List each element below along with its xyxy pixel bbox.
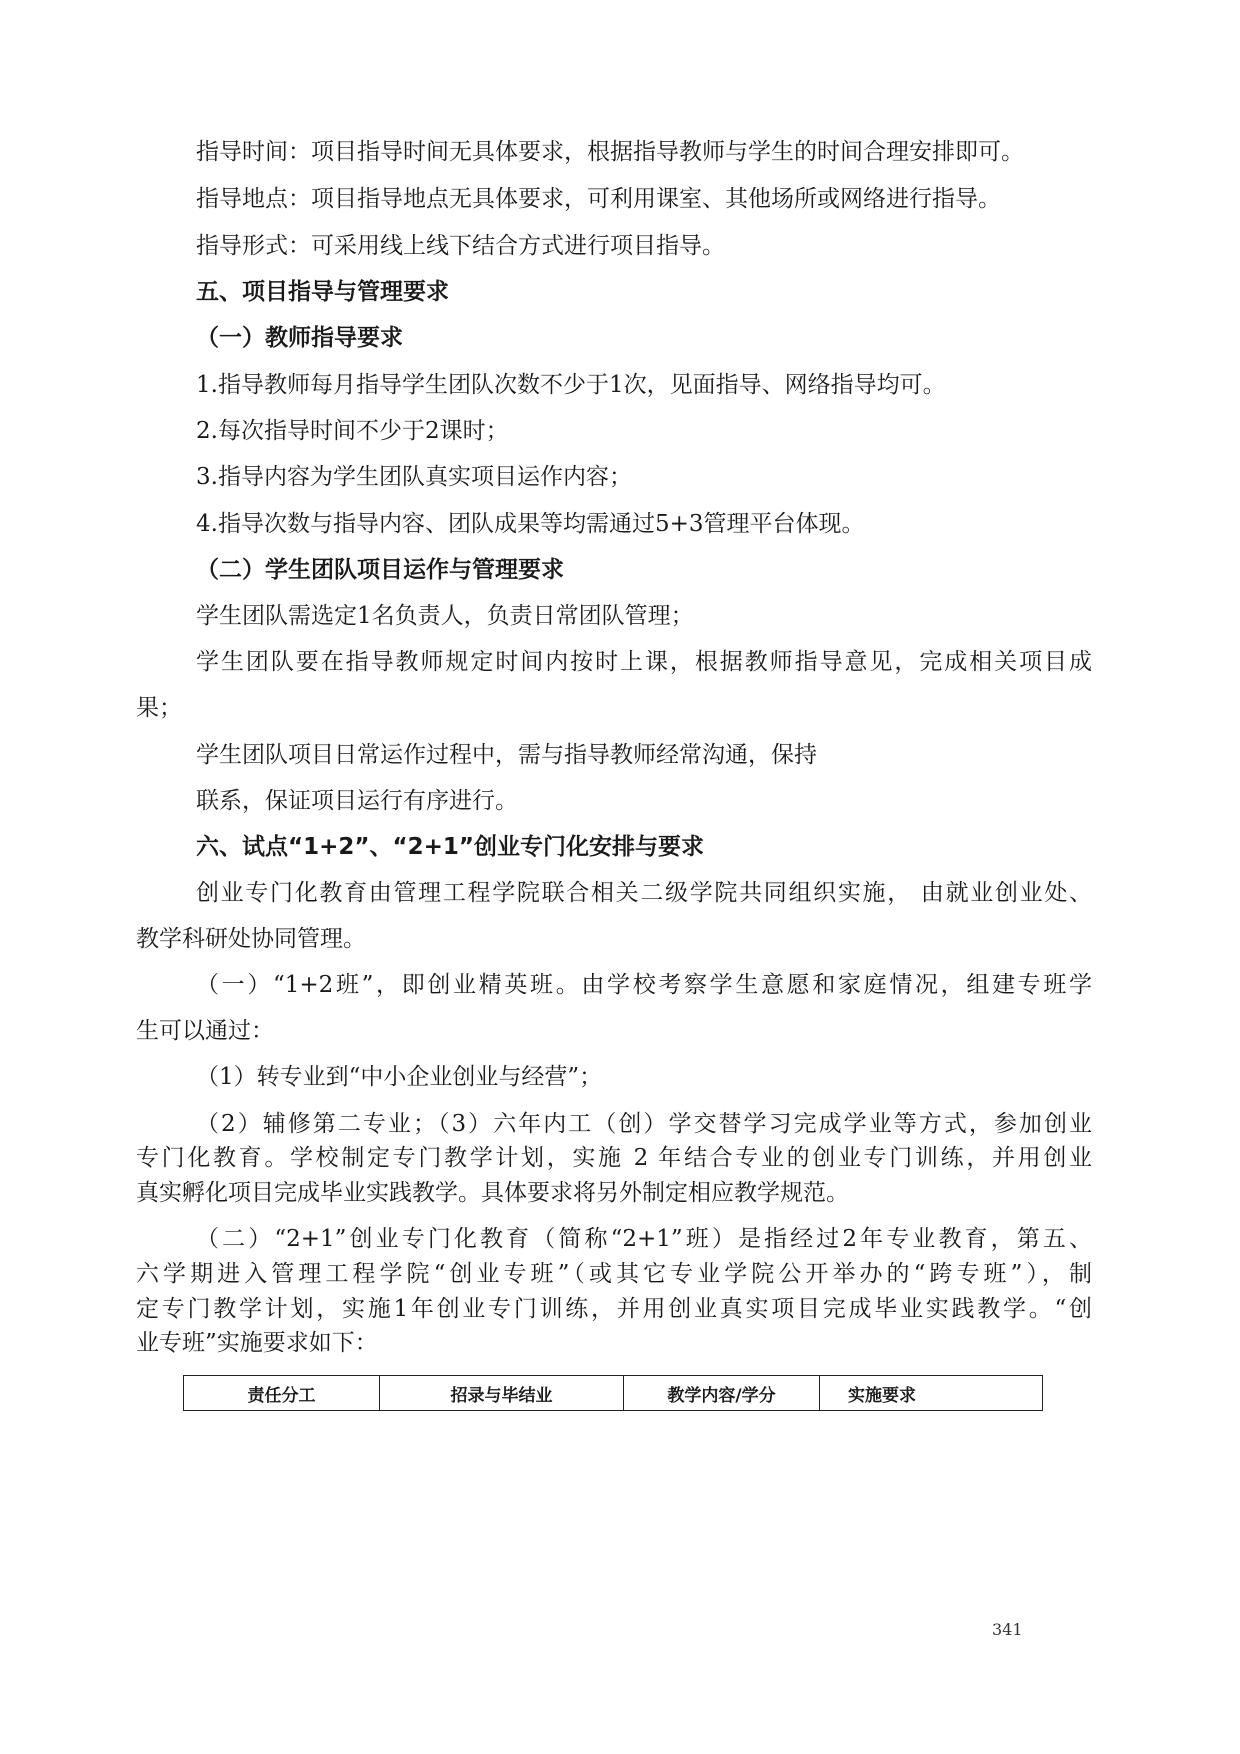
paragraph-option-1: （1）转专业到“中小企业创业与经营”； <box>196 1064 603 1090</box>
paragraph-entrepreneurship-1-line1: 创业专门化教育由管理工程学院联合相关二级学院共同组织实施， 由就业创业处、 <box>196 880 1092 906</box>
page-number: 341 <box>992 1620 1023 1639</box>
paragraph-1plus2-line2: 生可以通过： <box>136 1018 274 1044</box>
table-header-requirements: 实施要求 <box>820 1376 1043 1411</box>
list-item-teacher-2: 2.每次指导时间不少于2课时； <box>196 418 509 444</box>
list-item-teacher-4: 4.指导次数与指导内容、团队成果等均需通过5+3管理平台体现。 <box>196 511 865 537</box>
paragraph-guidance-location: 指导地点：项目指导地点无具体要求，可利用课室、其他场所或网络进行指导。 <box>196 186 1001 212</box>
paragraph-option-2-line1: （2）辅修第二专业；（3）六年内工（创）学交替学习完成学业等方式，参加创业 <box>196 1111 1092 1137</box>
paragraph-2plus1-line4: 业专班”实施要求如下： <box>136 1330 378 1356</box>
paragraph-student-3-line2: 联系，保证项目运行有序进行。 <box>196 788 518 814</box>
list-item-teacher-1: 1.指导教师每月指导学生团队次数不少于1次，见面指导、网络指导均可。 <box>196 372 946 398</box>
paragraph-1plus2-line1: （一）“1+2班”，即创业精英班。由学校考察学生意愿和家庭情况，组建专班学 <box>196 972 1092 998</box>
table-header-content-credits: 教学内容/学分 <box>624 1376 820 1411</box>
subsection-heading-teacher: （一）教师指导要求 <box>196 325 403 351</box>
section-heading-5: 五、项目指导与管理要求 <box>196 279 449 305</box>
table-header-row <box>184 1376 1043 1411</box>
paragraph-guidance-time: 指导时间：项目指导时间无具体要求，根据指导教师与学生的时间合理安排即可。 <box>196 139 1024 165</box>
table-header-responsibility: 责任分工 <box>184 1376 380 1411</box>
list-item-teacher-3: 3.指导内容为学生团队真实项目运作内容； <box>196 464 632 490</box>
paragraph-student-3-line1: 学生团队项目日常运作过程中，需与指导教师经常沟通，保持 <box>196 742 817 768</box>
table-header-enrollment: 招录与毕结业 <box>380 1376 624 1411</box>
paragraph-student-2-line1: 学生团队要在指导教师规定时间内按时上课，根据教师指导意见，完成相关项目成 <box>196 649 1092 675</box>
paragraph-student-1: 学生团队需选定1名负责人，负责日常团队管理； <box>196 603 694 629</box>
paragraph-2plus1-line2: 六学期进入管理工程学院“创业专班”（或其它专业学院公开举办的“跨专班”），制 <box>136 1261 1092 1287</box>
paragraph-entrepreneurship-1-line2: 教学科研处协同管理。 <box>136 926 366 952</box>
implementation-table <box>183 1375 1043 1411</box>
paragraph-option-2-line3: 真实孵化项目完成毕业实践教学。具体要求将另外制定相应教学规范。 <box>136 1180 849 1206</box>
paragraph-student-2-line2: 果； <box>136 695 182 721</box>
paragraph-guidance-form: 指导形式：可采用线上线下结合方式进行项目指导。 <box>196 233 725 259</box>
paragraph-2plus1-line3: 定专门教学计划，实施1年创业专门训练，并用创业真实项目完成毕业实践教学。“创 <box>136 1296 1092 1322</box>
section-heading-6: 六、试点“1+2”、“2+1”创业专门化安排与要求 <box>196 834 705 860</box>
subsection-heading-student: （二）学生团队项目运作与管理要求 <box>196 557 564 583</box>
paragraph-option-2-line2: 专门化教育。学校制定专门教学计划，实施 2 年结合专业的创业专门训练，并用创业 <box>136 1145 1092 1171</box>
paragraph-2plus1-line1: （二）“2+1”创业专门化教育（简称“2+1”班）是指经过2年专业教育，第五、 <box>196 1226 1092 1252</box>
